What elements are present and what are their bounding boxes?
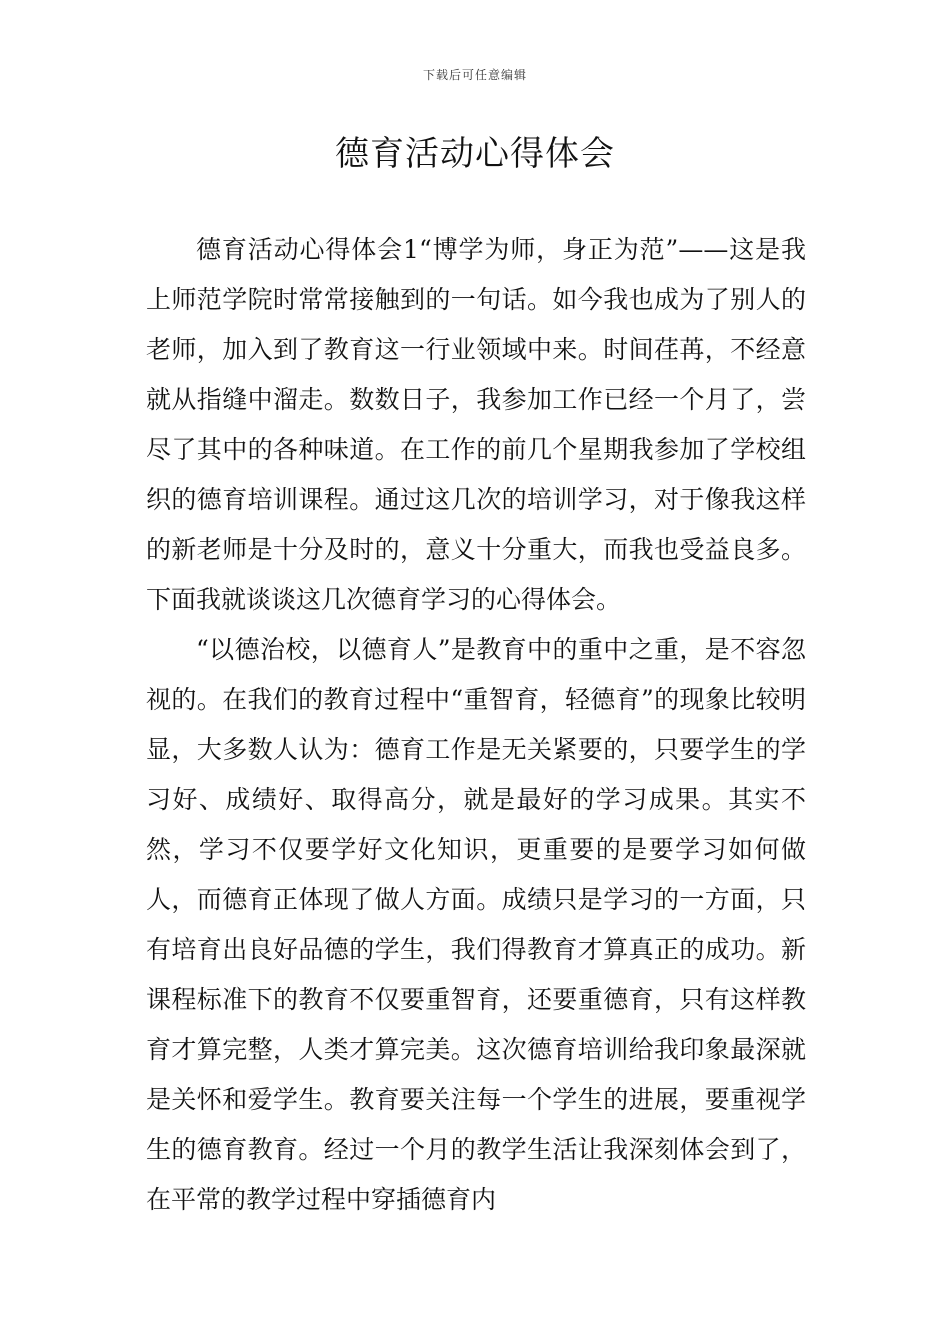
document-body <box>146 225 806 1225</box>
paragraph-2: “以德治校，以德育人”是教育中的重中之重，是不容忽视的。在我们的教育过程中“重智育，轻德育”的现象比较明显，大多数人认为：德育工作是无关紧要的，只要学生的学习好、成绩好、取得高分，就是最好的学习成果。其实不然，学习不仅要学好文化知识，更重要的是要学习如何做人，而德育正体现了做人方面。成绩只是学习的一方面，只有培育出良好品德的学生，我们得教育才算真正的成功。新课程标准下的教育不仅要重智育，还要重德育，只有这样教育才算完整，人类才算完美。这次德育培训给我印象最深就是关怀和爱学生。教育要关注每一个学生的进展，要重视学生的德育教育。经过一个月的教学生活让我深刻体会到了，在平常的教学过程中穿插德育内 <box>146 635 806 1214</box>
paragraph-1: 德育活动心得体会1“博学为师，身正为范”——这是我上师范学院时常常接触到的一句话。如今我也成为了别人的老师，加入到了教育这一行业领域中来。时间荏苒，不经意就从指缝中溜走。数数日子，我参加工作已经一个月了，尝尽了其中的各种味道。在工作的前几个星期我参加了学校组织的德育培训课程。通过这几次的培训学习，对于像我这样的新老师是十分及时的，意义十分重大，而我也受益良多。下面我就谈谈这几次德育学习的心得体会。 <box>146 235 806 614</box>
document-title: 德育活动心得体会 <box>335 134 615 174</box>
header-note: 下载后可任意编辑 <box>422 68 527 82</box>
